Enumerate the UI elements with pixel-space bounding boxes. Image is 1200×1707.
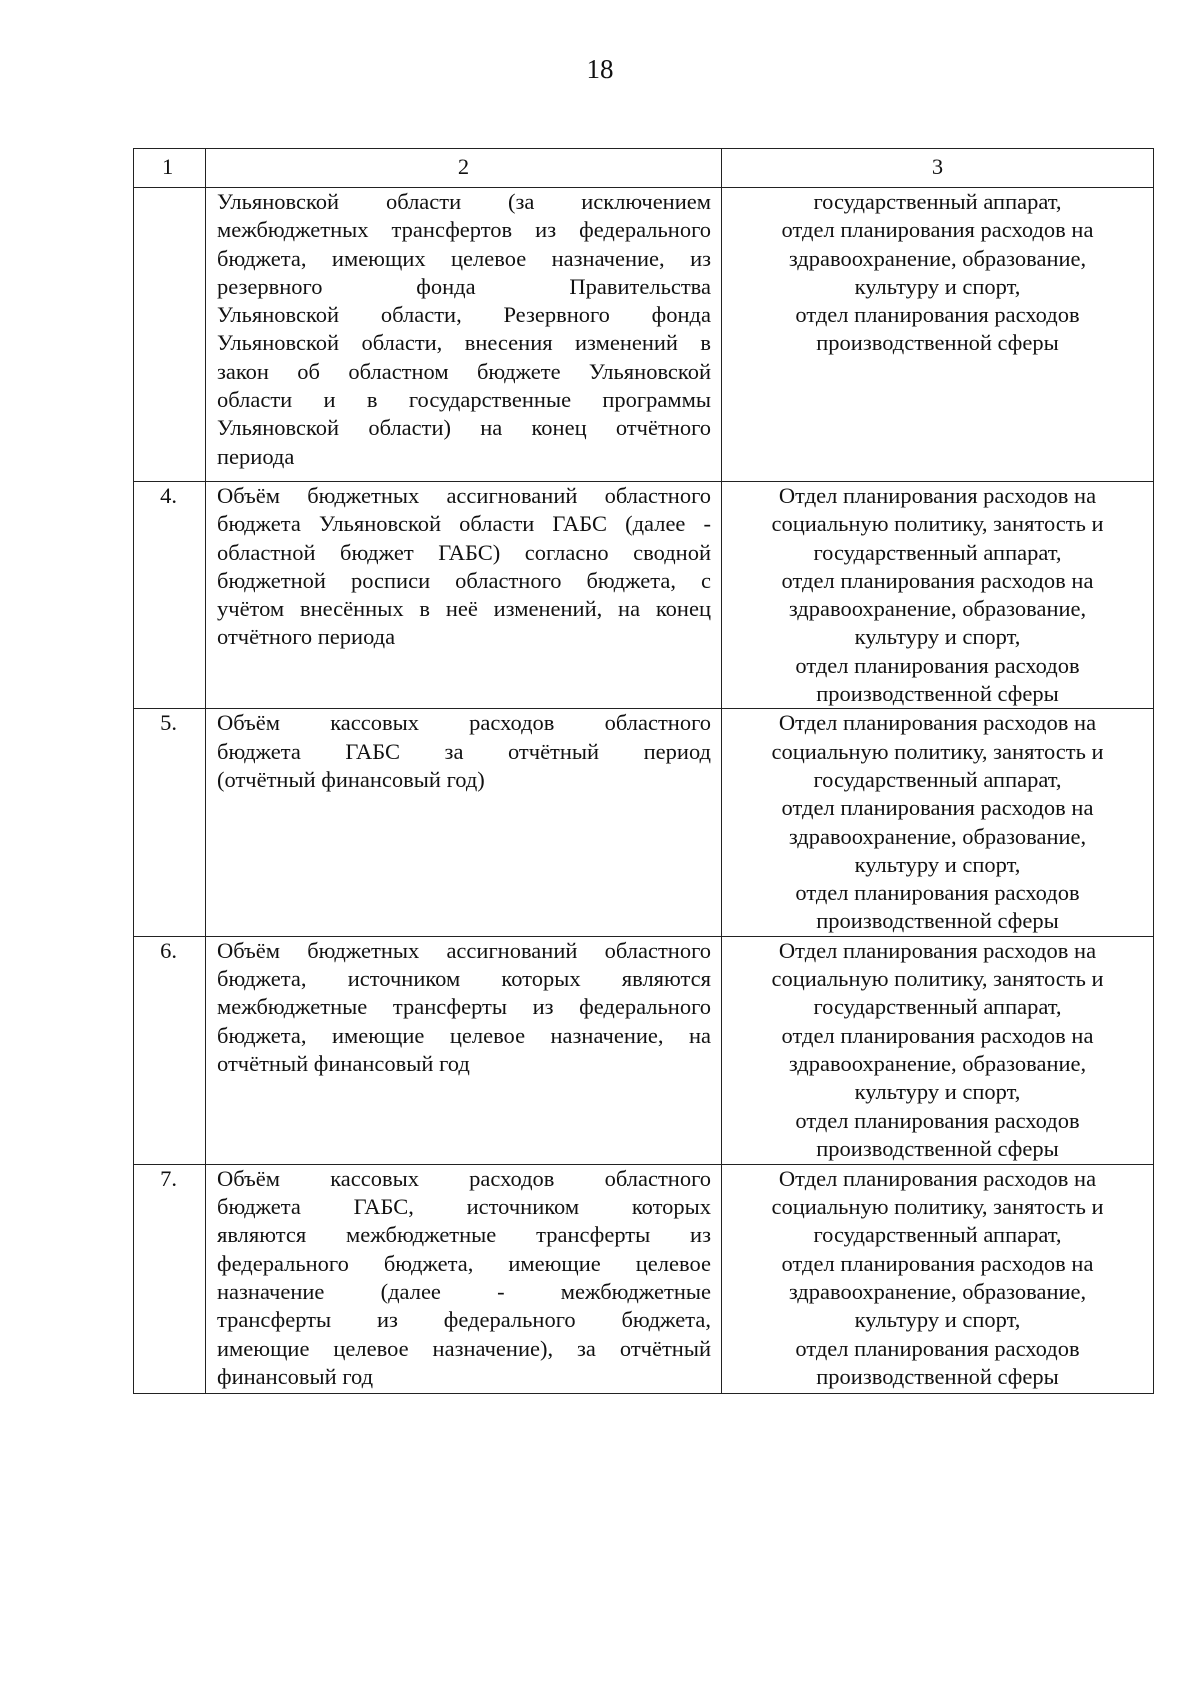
indicator-description <box>206 709 722 936</box>
department-line: отдел планирования расходов на <box>781 217 1094 243</box>
department-line: культуру и спорт, <box>854 1307 1021 1333</box>
responsible-departments <box>722 482 1154 709</box>
table-row <box>134 936 1154 1164</box>
row-number <box>134 188 206 482</box>
description-line: федерального бюджета, имеющие целевое <box>217 1250 711 1276</box>
description-line: бюджета ГАБС за отчётный период <box>217 738 711 764</box>
department-line: культуру и спорт, <box>854 624 1021 650</box>
department-line: государственный аппарат, <box>813 189 1062 214</box>
responsible-departments <box>722 1164 1154 1393</box>
department-line: культуру и спорт, <box>854 851 1021 877</box>
department-line: отдел планирования расходов <box>795 1335 1080 1361</box>
indicator-description <box>206 1164 722 1393</box>
description-line: (отчётный финансовый год) <box>217 766 485 792</box>
header-cell-3: 3 <box>722 149 1154 188</box>
department-line: социальную политику, занятость и <box>771 738 1104 764</box>
department-line: культуру и спорт, <box>854 1079 1021 1105</box>
department-line: государственный аппарат, <box>813 766 1062 792</box>
description-line: периода <box>217 443 295 469</box>
description-line: области и в государственные программы <box>217 387 711 413</box>
table-row <box>134 709 1154 936</box>
description-line: назначение (далее - межбюджетные <box>217 1278 711 1304</box>
description-line: Ульяновской области, Резервного фонда <box>217 302 711 328</box>
department-line: государственный аппарат, <box>813 539 1062 565</box>
description-line: учётом внесённых в неё изменений, на конец <box>217 596 711 622</box>
responsible-departments <box>722 936 1154 1164</box>
responsibility-table <box>133 148 1154 1394</box>
department-line: отдел планирования расходов на <box>781 1250 1094 1276</box>
page-number: 18 <box>586 54 614 84</box>
department-line: производственной сферы <box>816 681 1059 707</box>
department-line: здравоохранение, образование, <box>788 1278 1087 1304</box>
responsible-departments <box>722 709 1154 936</box>
department-line: Отдел планирования расходов на <box>778 483 1097 508</box>
department-line: государственный аппарат, <box>813 994 1062 1020</box>
description-line: трансферты из федерального бюджета, <box>217 1307 711 1333</box>
department-line: производственной сферы <box>816 908 1059 934</box>
description-line: финансовый год <box>217 1363 374 1389</box>
description-line: Объём кассовых расходов областного <box>217 710 711 736</box>
department-line: отдел планирования расходов <box>795 1107 1080 1133</box>
description-line: межбюджетные трансферты из федерального <box>217 994 711 1020</box>
department-line: социальную политику, занятость и <box>771 966 1104 992</box>
description-line: Объём кассовых расходов областного <box>217 1165 711 1191</box>
department-line: социальную политику, занятость и <box>771 511 1104 537</box>
description-line: отчётного периода <box>217 624 396 650</box>
description-line: имеющие целевое назначение), за отчётный <box>217 1335 711 1361</box>
department-line: производственной сферы <box>816 330 1059 356</box>
description-line: резервного фонда Правительства <box>217 273 711 299</box>
description-line: являются межбюджетные трансферты из <box>217 1222 711 1248</box>
department-line: здравоохранение, образование, <box>788 596 1087 622</box>
department-line: Отдел планирования расходов на <box>778 1165 1097 1191</box>
table-row <box>134 188 1154 482</box>
description-line: Ульяновской области (за исключением <box>217 189 711 214</box>
description-line: бюджета Ульяновской области ГАБС (далее - <box>217 511 711 537</box>
description-line: Ульяновской области) на конец отчётного <box>217 415 711 441</box>
row-number: 4. <box>134 482 206 709</box>
description-line: бюджета, имеющих целевое назначение, из <box>217 245 711 271</box>
department-line: здравоохранение, образование, <box>788 823 1087 849</box>
description-line: бюджета, имеющие целевое назначение, на <box>217 1022 711 1048</box>
department-line: отдел планирования расходов <box>795 302 1080 328</box>
header-cell-1: 1 <box>134 149 206 188</box>
department-line: отдел планирования расходов на <box>781 567 1094 593</box>
description-line: Объём бюджетных ассигнований областного <box>217 937 711 963</box>
department-line: здравоохранение, образование, <box>788 1050 1087 1076</box>
table-header-row <box>134 149 1154 188</box>
description-line: бюджета, источником которых являются <box>217 966 711 992</box>
responsible-departments <box>722 188 1154 482</box>
description-line: бюджетной росписи областного бюджета, с <box>217 567 711 593</box>
department-line: государственный аппарат, <box>813 1222 1062 1248</box>
table-row <box>134 1164 1154 1393</box>
department-line: здравоохранение, образование, <box>788 245 1087 271</box>
indicator-description <box>206 482 722 709</box>
department-line: отдел планирования расходов <box>795 880 1080 906</box>
department-line: социальную политику, занятость и <box>771 1194 1104 1220</box>
indicator-description <box>206 936 722 1164</box>
department-line: Отдел планирования расходов на <box>778 937 1097 963</box>
department-line: отдел планирования расходов на <box>781 795 1094 821</box>
department-line: Отдел планирования расходов на <box>778 710 1097 736</box>
description-line: межбюджетных трансфертов из федерального <box>217 217 711 243</box>
department-line: отдел планирования расходов <box>795 652 1080 678</box>
description-line: Ульяновской области, внесения изменений в <box>217 330 711 356</box>
department-line: отдел планирования расходов на <box>781 1022 1094 1048</box>
description-line: бюджета ГАБС, источником которых <box>217 1194 711 1220</box>
header-cell-2: 2 <box>206 149 722 188</box>
row-number: 5. <box>134 709 206 936</box>
description-line: областной бюджет ГАБС) согласно сводной <box>217 539 711 565</box>
table-row <box>134 482 1154 709</box>
department-line: производственной сферы <box>816 1363 1059 1389</box>
description-line: отчётный финансовый год <box>217 1050 470 1076</box>
description-line: закон об областном бюджете Ульяновской <box>217 358 711 384</box>
department-line: производственной сферы <box>816 1135 1059 1161</box>
indicator-description <box>206 188 722 482</box>
row-number: 6. <box>134 936 206 1164</box>
description-line: Объём бюджетных ассигнований областного <box>217 483 711 508</box>
department-line: культуру и спорт, <box>854 273 1021 299</box>
row-number: 7. <box>134 1164 206 1393</box>
